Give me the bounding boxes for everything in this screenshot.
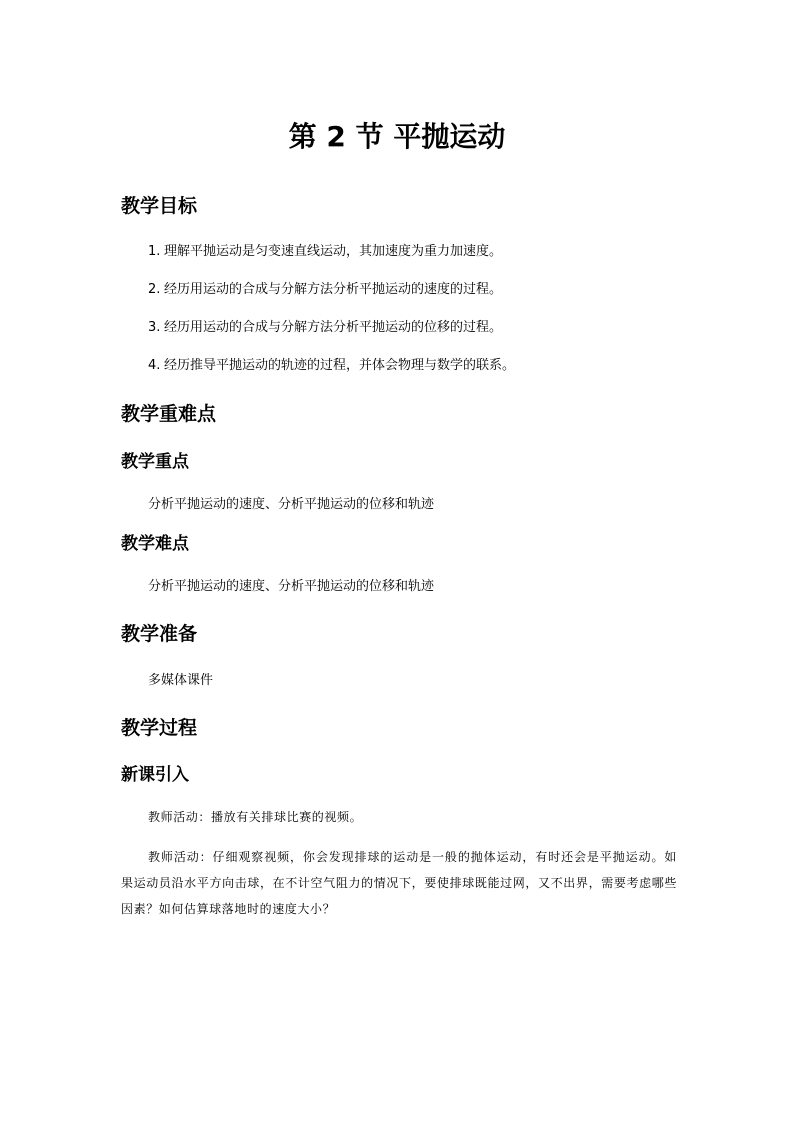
key-points-text: 分析平抛运动的速度、分析平抛运动的位移和轨迹 xyxy=(148,497,435,512)
page-title: 第 2 节 平抛运动 xyxy=(288,120,506,153)
preparation-text: 多媒体课件 xyxy=(148,673,214,688)
heading-difficult-points: 教学难点 xyxy=(121,534,189,554)
objective-item xyxy=(148,242,502,262)
list-number: 3. xyxy=(148,320,161,335)
intro-paragraph: 教师活动：播放有关排球比赛的视频。 xyxy=(148,810,363,824)
heading-objectives: 教学目标 xyxy=(121,195,198,217)
objective-item xyxy=(148,280,502,300)
heading-process: 教学过程 xyxy=(121,717,198,739)
list-text: 经历用运动的合成与分解方法分析平抛运动的速度的过程。 xyxy=(164,282,503,297)
difficult-points-text: 分析平抛运动的速度、分析平抛运动的位移和轨迹 xyxy=(148,579,435,594)
heading-key-points: 教学重点 xyxy=(121,452,189,472)
list-text: 经历用运动的合成与分解方法分析平抛运动的位移的过程。 xyxy=(164,320,503,335)
heading-key-difficult: 教学重难点 xyxy=(121,403,217,425)
objective-item xyxy=(148,356,515,376)
list-text: 经历推导平抛运动的轨迹的过程，并体会物理与数学的联系。 xyxy=(164,358,516,373)
heading-intro: 新课引入 xyxy=(121,765,189,785)
list-text: 理解平抛运动是匀变速直线运动，其加速度为重力加速度。 xyxy=(164,244,503,259)
list-number: 1. xyxy=(148,244,161,259)
list-number: 2. xyxy=(148,282,161,297)
list-number: 4. xyxy=(148,358,161,373)
objective-item xyxy=(148,318,502,338)
intro-paragraph: 教师活动：仔细观察视频，你会发现排球的运动是一般的抛体运动，有时还会是平抛运动。如果运动员沿水平方向击球，在不计空气阻力的情况下，要使排球既能过网，又不出界，需要考虑哪些因素？如何估算球落地时的速度大小？ xyxy=(121,850,677,916)
heading-preparation: 教学准备 xyxy=(121,623,198,645)
